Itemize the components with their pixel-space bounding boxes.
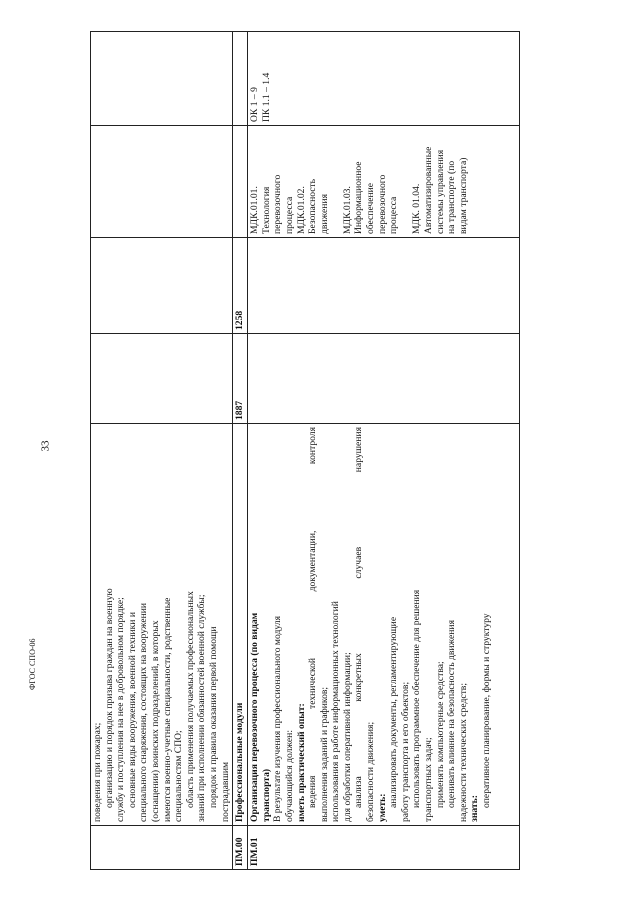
cell-competencies-empty: [91, 32, 233, 126]
description-line: пострадавшим: [219, 761, 231, 822]
pm00-mdk-empty: [233, 126, 248, 238]
mdk-line: МДК.01.03.: [341, 186, 353, 234]
description-line: организацию и порядок призыва граждан на военную: [103, 588, 115, 808]
mdk-line: МДК.01.02.: [295, 186, 307, 234]
table-row-previous: [91, 32, 233, 870]
mdk-line: Автоматизированные: [423, 146, 435, 234]
mdk-line: [400, 129, 412, 234]
description-line: знать:: [469, 795, 481, 822]
mdk-line: перевозочного: [272, 174, 284, 234]
pm00-competencies-empty: [233, 32, 248, 126]
description-line: (оснащении) воинских подразделений, в которых: [149, 620, 161, 822]
description-line: В результате изучения профессионального модуля: [272, 616, 284, 822]
competency-code: ПК 1.1 – 1.4: [260, 72, 272, 122]
pm01-mdk-lines: [249, 129, 469, 234]
mdk-line: МДК.01.01.: [249, 186, 261, 234]
description-line: обучающийся должен:: [283, 730, 295, 822]
description-line: оперативное планирование, формы и структуру: [481, 613, 492, 808]
cell-mdk-empty: [91, 126, 233, 238]
pm01-description-lines: [249, 427, 492, 822]
description-line: ведения технической документации, контроля: [307, 427, 319, 808]
description-line: порядок и правила оказания первой помощи: [207, 626, 219, 808]
mdk-line: Технология: [260, 186, 272, 234]
cell-required-hours-empty: [91, 238, 233, 334]
description-line: область применения получаемых профессиональных: [184, 591, 196, 808]
description-line: оценивать влияние на безопасность движения: [446, 620, 458, 808]
description-line: поведения при пожарах;: [92, 722, 103, 822]
pm00-max-hours: 1887: [233, 334, 248, 424]
description-line: специального снаряжения, состоящих на вооружении: [138, 602, 150, 822]
description-line: анализировать документы, регламентирующие: [388, 616, 400, 808]
mdk-line: процесса: [283, 196, 295, 234]
mdk-line: [330, 129, 342, 234]
description-line: работу транспорта и его объектов;: [399, 681, 411, 822]
pm01-code: ПМ.01: [248, 826, 520, 870]
description-line: использовать программное обеспечение для решения: [411, 589, 423, 808]
mdk-line: МДК. 01.04.: [411, 183, 423, 234]
competency-code: ОК 1 – 9: [249, 87, 261, 122]
pm00-required-hours: 1258: [233, 238, 248, 334]
description-line: основные виды вооружения, военной техники и: [126, 612, 138, 808]
page-number: 33: [39, 440, 52, 452]
description-line: имеются военно-учетные специальности, родственные: [161, 597, 173, 822]
mdk-line: системы управления: [434, 149, 446, 234]
description-line: выполнения заданий и графиков;: [318, 686, 330, 822]
table-row-pm00: [233, 32, 248, 870]
description-line: службу и поступления на нее в добровольном порядке;: [115, 597, 127, 822]
mdk-line: перевозочного: [376, 174, 388, 234]
pm01-required-hours-empty: [248, 238, 520, 334]
cell-description-previous: [91, 424, 233, 826]
description-line: применять компьютерные средства;: [434, 661, 446, 808]
curriculum-table: [90, 31, 520, 870]
pm00-title: Профессиональные модули: [233, 424, 248, 826]
previous-description-lines: [92, 427, 231, 822]
description-line: безопасности движения;: [365, 721, 377, 822]
description-line: Организация перевозочного процесса (по видам: [249, 612, 261, 822]
mdk-line: Информационное: [353, 161, 365, 234]
description-line: надежности технических средств;: [457, 683, 469, 822]
mdk-line: на транспорте (по: [446, 160, 458, 234]
pm01-competencies: [248, 32, 520, 126]
pm00-code: ПМ.00: [233, 826, 248, 870]
description-line: специальностям СПО;: [173, 730, 185, 822]
description-line: знаний при исполнении обязанностей военной службы;: [196, 594, 208, 822]
description-line: уметь:: [376, 793, 388, 822]
mdk-line: процесса: [388, 196, 400, 234]
description-line: анализа конкретных случаев нарушения: [353, 427, 365, 808]
description-line: для обработки оперативной информации;: [341, 652, 353, 822]
pm01-description: [248, 424, 520, 826]
pm01-mdk: [248, 126, 520, 238]
table-row-pm01: [248, 32, 520, 870]
description-line: использования в работе информационных технологий: [330, 601, 342, 822]
description-line: транспорта): [260, 768, 272, 822]
mdk-line: Безопасность: [307, 178, 319, 234]
pm01-competency-lines: [249, 35, 272, 122]
footer-label: ФГОС СПО-06: [28, 638, 37, 690]
description-line: иметь практический опыт:: [295, 703, 307, 822]
rotated-table-wrapper: [90, 32, 520, 870]
cell-max-hours-empty: [91, 334, 233, 424]
pm01-max-hours-empty: [248, 334, 520, 424]
mdk-line: движения: [318, 194, 330, 234]
mdk-line: обеспечение: [365, 182, 377, 234]
mdk-line: видам транспорта): [457, 157, 469, 234]
cell-code-empty: [91, 826, 233, 870]
description-line: транспортных задач;: [423, 737, 435, 822]
